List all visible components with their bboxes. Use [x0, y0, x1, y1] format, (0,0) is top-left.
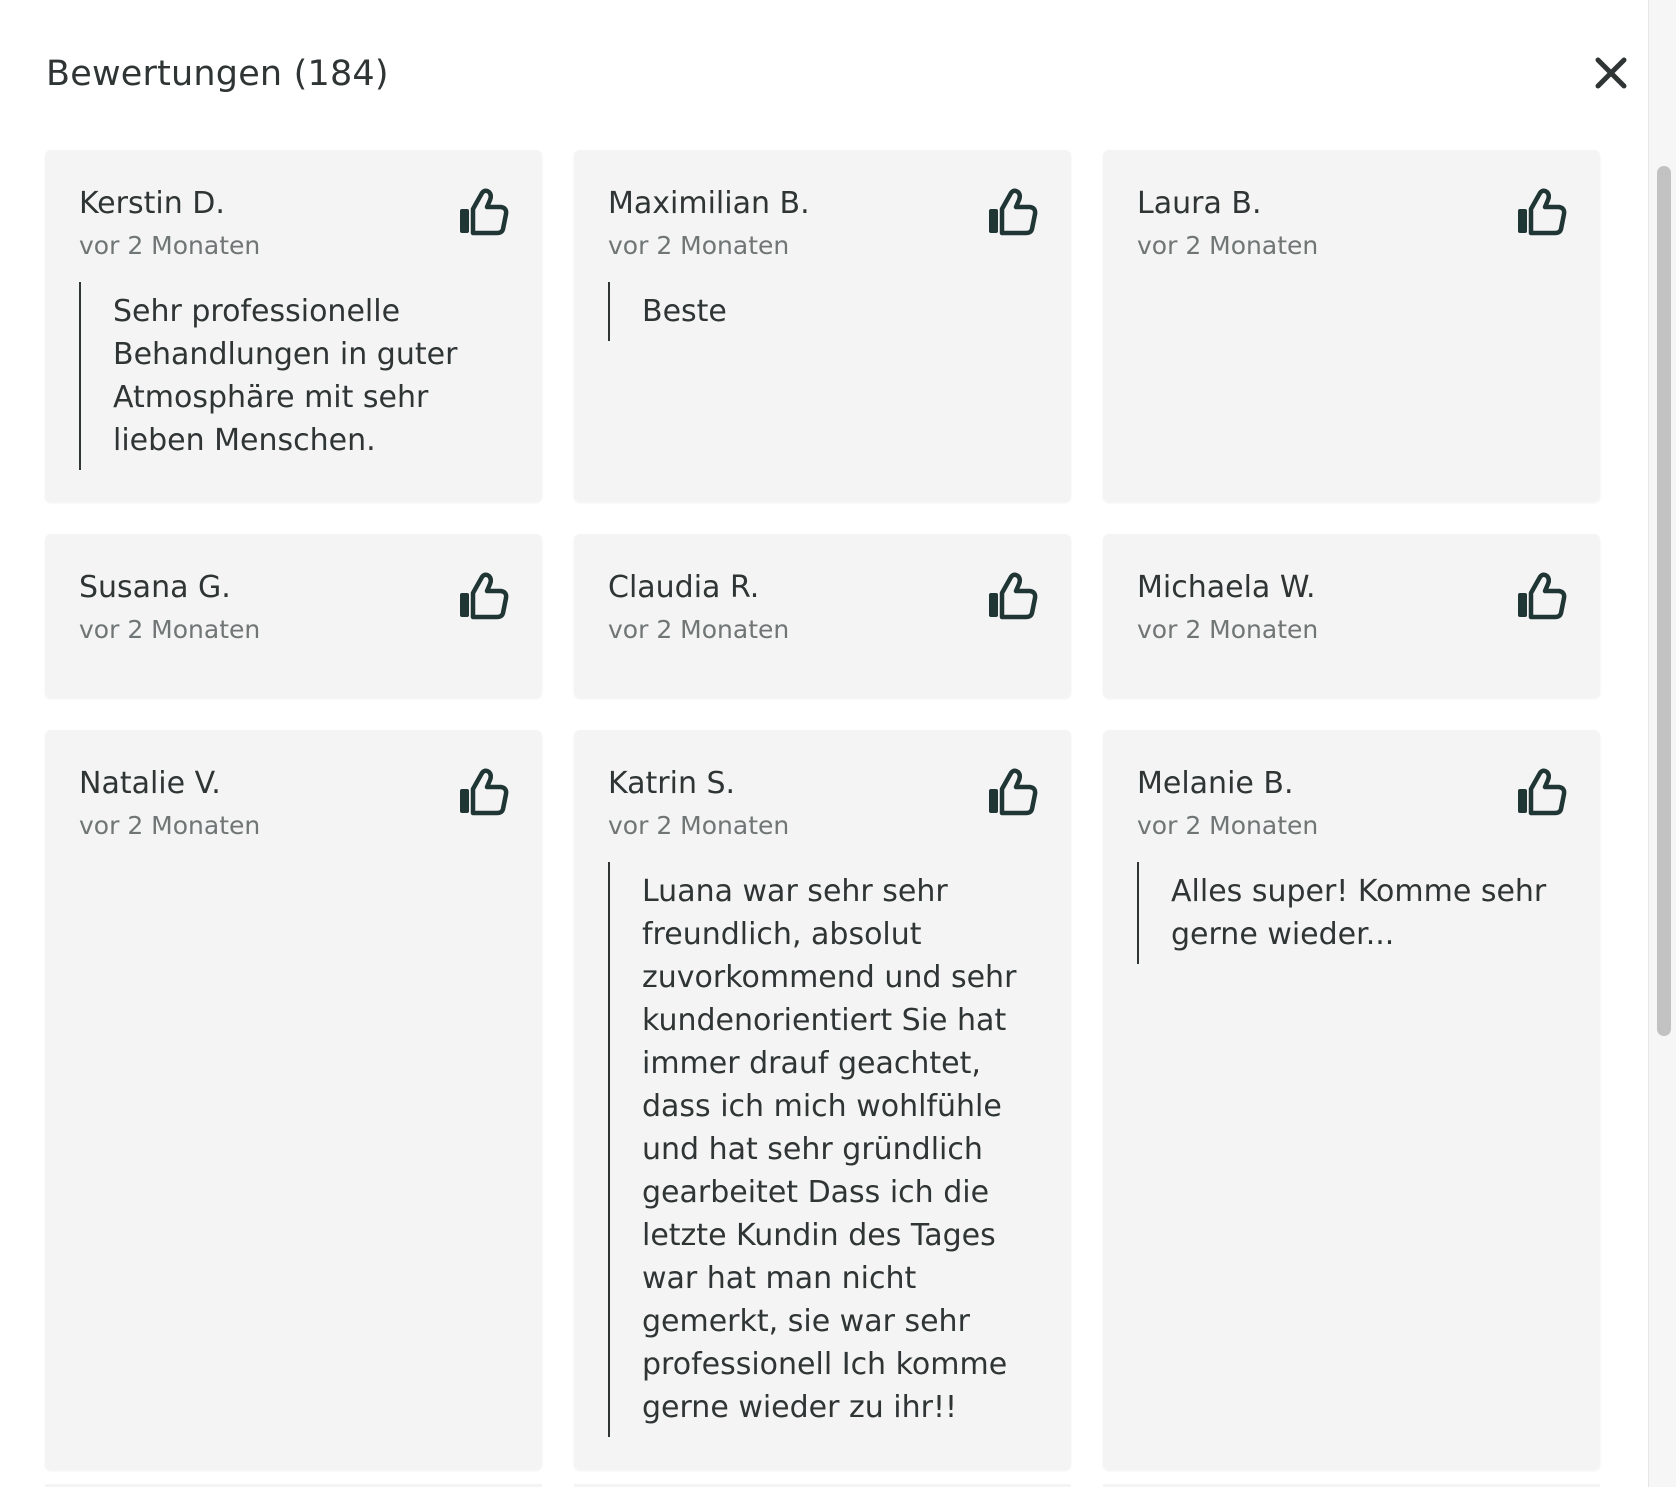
review-card: [1103, 730, 1600, 1470]
reviewer-name: Susana G.: [79, 570, 231, 605]
close-icon: [1594, 56, 1628, 90]
thumbs-up-icon: [987, 572, 1039, 620]
scrollbar-track[interactable]: [1648, 0, 1676, 1487]
thumbs-up-icon: [987, 768, 1039, 816]
review-date: vor 2 Monaten: [1137, 615, 1319, 644]
review-card: [574, 534, 1071, 698]
review-date: vor 2 Monaten: [79, 811, 261, 840]
review-card: [45, 730, 542, 1470]
review-card: [574, 150, 1071, 502]
close-button[interactable]: [1588, 50, 1634, 96]
thumbs-up-icon: [987, 188, 1039, 236]
thumbs-up-icon: [458, 768, 510, 816]
reviewer-name: Natalie V.: [79, 766, 221, 801]
reviewer-name: Melanie B.: [1137, 766, 1294, 801]
thumbs-up-icon: [1516, 768, 1568, 816]
review-date: vor 2 Monaten: [1137, 231, 1319, 260]
review-text: Sehr professionelle Behandlungen in guter Atmosphäre mit sehr lieben Menschen.: [79, 282, 508, 470]
reviewer-name: Claudia R.: [608, 570, 760, 605]
reviewer-name: Kerstin D.: [79, 186, 225, 221]
reviewer-name: Katrin S.: [608, 766, 736, 801]
review-card: [45, 534, 542, 698]
review-date: vor 2 Monaten: [608, 615, 790, 644]
review-text: Beste: [608, 282, 1037, 341]
reviews-grid: [45, 150, 1600, 1470]
reviewer-name: Laura B.: [1137, 186, 1262, 221]
review-card: [1103, 150, 1600, 502]
reviewer-name: Maximilian B.: [608, 186, 810, 221]
thumbs-up-icon: [458, 188, 510, 236]
reviewer-name: Michaela W.: [1137, 570, 1316, 605]
thumbs-up-icon: [1516, 188, 1568, 236]
review-card: [45, 150, 542, 502]
review-date: vor 2 Monaten: [79, 231, 261, 260]
review-card: [574, 730, 1071, 1470]
review-date: vor 2 Monaten: [1137, 811, 1319, 840]
thumbs-up-icon: [458, 572, 510, 620]
review-date: vor 2 Monaten: [608, 811, 790, 840]
review-text: Alles super! Komme sehr gerne wieder...: [1137, 862, 1566, 964]
scrollbar-thumb[interactable]: [1657, 166, 1671, 1036]
review-text: Luana war sehr sehr freundlich, absolut zuvorkommend und sehr kundenorientiert Sie hat immer drauf geachtet, dass ich mich wohlfühle und hat sehr gründlich gearbeitet Dass ich die letzte Kundin des Tages war hat man nicht gemerkt, sie war sehr professionell Ich komme gerne wieder zu ihr!!: [608, 862, 1037, 1437]
review-card: [1103, 534, 1600, 698]
review-date: vor 2 Monaten: [79, 615, 261, 644]
thumbs-up-icon: [1516, 572, 1568, 620]
review-date: vor 2 Monaten: [608, 231, 790, 260]
modal-title: Bewertungen (184): [46, 54, 389, 94]
